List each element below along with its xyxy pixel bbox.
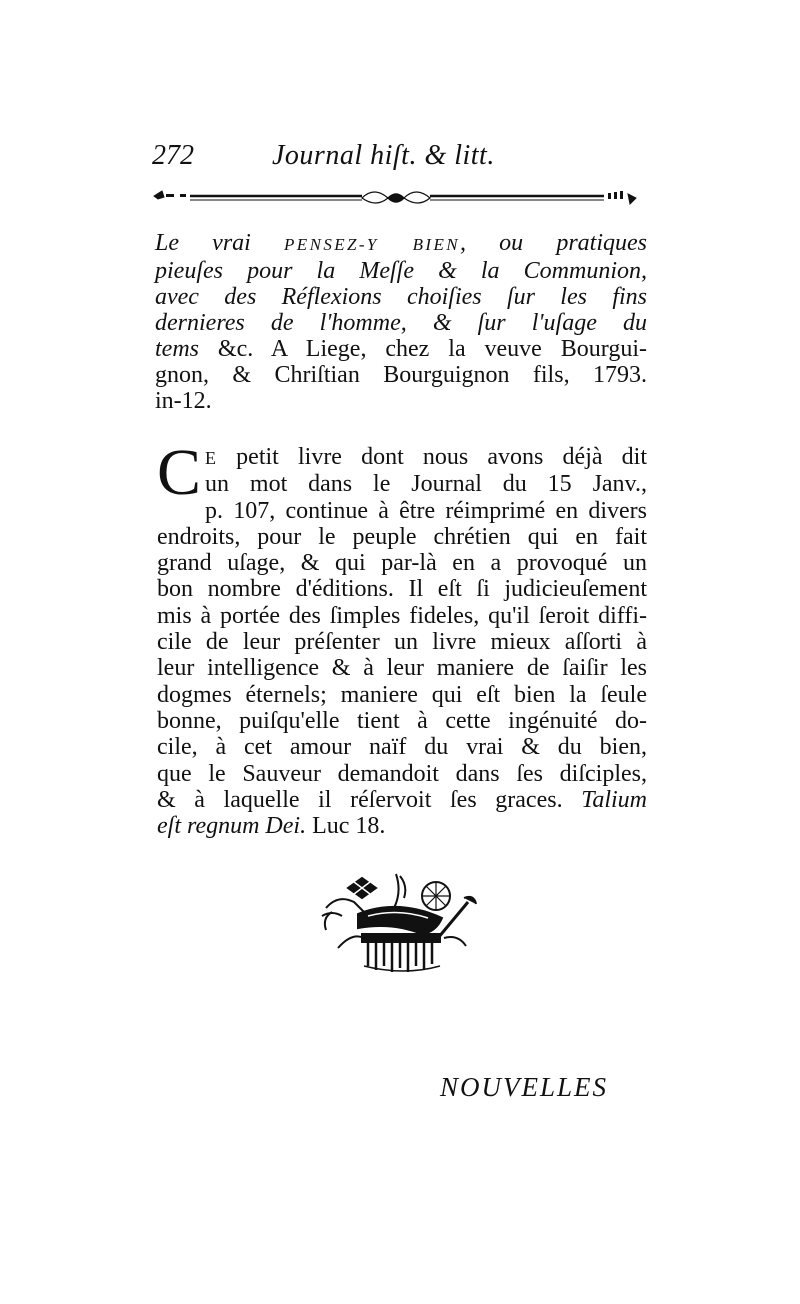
body-text: petit livre dont nous avons déjà dit xyxy=(217,444,647,470)
body-line xyxy=(157,444,647,471)
title-text: , ou pratiques xyxy=(459,230,648,256)
latin-quote: Talium xyxy=(581,786,647,813)
small-cap: E xyxy=(205,448,218,468)
body-line: un mot dans le Journal du 15 Janv., xyxy=(205,471,647,498)
body-line: cile de leur préſenter un livre mieux aſſorti à xyxy=(157,629,647,656)
body-text: & à laquelle il réſervoit ſes graces. xyxy=(157,786,582,813)
page-number: 272 xyxy=(152,140,194,171)
citation: Luc 18. xyxy=(306,813,386,840)
imprint-text: &c. A Liege, chez la veuve Bourgui- xyxy=(199,336,647,362)
title-text: Le vrai xyxy=(155,230,285,256)
title-line-2: pieuſes pour la Meſſe & la Communion, xyxy=(155,258,647,284)
review-paragraph xyxy=(157,436,647,840)
catchword: NOUVELLES xyxy=(440,1072,609,1102)
book-title: PENSEZ-Y BIEN xyxy=(284,235,460,254)
drop-cap: C xyxy=(157,436,202,509)
title-line-1 xyxy=(155,230,647,258)
title-line-3: avec des Réflexions choiſies ſur les fins xyxy=(155,284,647,310)
body-line: cile, à cet amour naïf du vrai & du bien, xyxy=(157,734,647,761)
body-line: dogmes éternels; maniere qui eſt bien la ſeule xyxy=(157,681,647,708)
body-line xyxy=(157,787,647,813)
tailpiece-vignette xyxy=(318,868,486,978)
body-line: endroits, pour le peuple chrétien qui en fait xyxy=(157,523,647,550)
body-line: que le Sauveur demandoit dans ſes diſciples, xyxy=(157,760,647,787)
title-line-4: dernieres de l'homme, & ſur l'uſage du xyxy=(155,310,647,336)
body-line: mis à portée des ſimples fideles, qu'il ſeroit diffi- xyxy=(157,602,647,629)
title-text: tems xyxy=(155,336,199,362)
body-line: leur intelligence & à leur maniere de ſaiſir les xyxy=(157,655,647,682)
body-line: bon nombre d'éditions. Il eſt ſi judicieuſement xyxy=(157,576,647,603)
ornamental-rule xyxy=(152,186,642,212)
title-entry xyxy=(155,230,647,414)
body-line: p. 107, continue à être réimprimé en divers xyxy=(205,497,647,524)
title-line-6: gnon, & Chriſtian Bourguignon fils, 1793. xyxy=(155,362,647,388)
running-head: Journal hiſt. & litt. xyxy=(272,140,495,171)
title-line-7: in-12. xyxy=(155,388,212,414)
body-line: grand uſage, & qui par-là en a provoqué un xyxy=(157,550,647,577)
body-line: bonne, puiſqu'elle tient à cette ingénuité do- xyxy=(157,707,647,734)
page-header xyxy=(152,140,652,180)
title-line-5 xyxy=(155,336,647,362)
latin-quote: eſt regnum Dei. xyxy=(157,813,307,840)
body-line xyxy=(157,813,647,839)
